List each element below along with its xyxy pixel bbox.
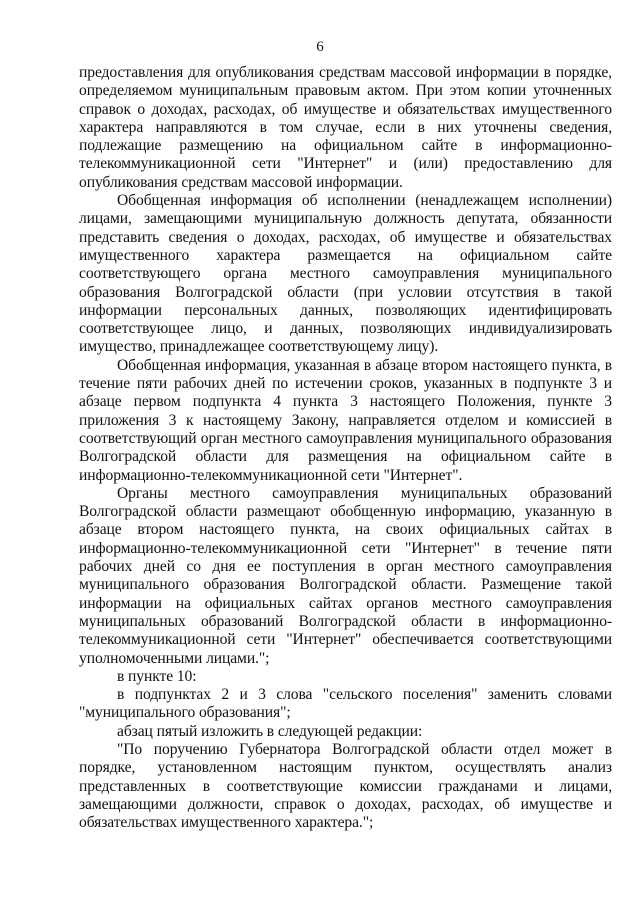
document-body	[79, 64, 612, 832]
page-number: 6	[316, 39, 324, 55]
paragraph-point-10: в пункте 10:	[117, 667, 197, 685]
paragraph-continuation: предоставления для опубликования средствам массовой информации в порядке, определяемом муниципальным правовым актом. При этом копии уточненных справок о доходах, расходах, об имуществе и обязательствах имущественного характера направляются в том случае, если в них уточнены сведения, подлежащие размещению на официальном сайте в информационно-телекоммуникационной сети "Интернет" и (или) предоставлению для опубликования средствам массовой информации.	[79, 64, 612, 191]
paragraph-governor-instruction: "По поручению Губернатора Волгоградской области отдел может в порядке, установленном настоящим пунктом, осуществлять анализ представленных в соответствующие комиссии гражданами и лицами, замещающими должности, справок о доходах, расходах, об имуществе и обязательствах имущественного характера.";	[79, 740, 612, 832]
paragraph-generalized-info-sending: Обобщенная информация, указанная в абзаце втором настоящего пункта, в течение пяти рабочих дней по истечении сроков, указанных в подпункте 3 и абзаце первом подпункта 4 пункта 3 настоящего Положения, пункте 3 приложения 3 к настоящему Закону, направляется отделом и комиссией в соответствующий орган местного самоуправления муниципального образования Волгоградской области для размещения на официальном сайте в информационно-телекоммуникационной сети "Интернет".	[79, 356, 612, 484]
paragraph-local-bodies-publishing: Органы местного самоуправления муниципальных образований Волгоградской области размещают обобщенную информацию, указанную в абзаце втором настоящего пункта, на своих официальных сайтах в информационно-телекоммуникационной сети "Интернет" в течение пяти рабочих дней со дня ее поступления в орган местного самоуправления муниципального образования Волгоградской области. Размещение такой информации на официальных сайтах органов местного самоуправления муниципальных образований Волгоградской области в информационно-телекоммуникационной сети "Интернет" обеспечивается соответствующими уполномоченными лицами.";	[79, 484, 612, 667]
paragraph-generalized-info: Обобщенная информация об исполнении (ненадлежащем исполнении) лицами, замещающими муниципальную должность депутата, обязанности представить сведения о доходах, расходах, об имуществе и обязательствах имущественного характера размещается на официальном сайте соответствующего органа местного самоуправления муниципального образования Волгоградской области (при условии отсутствия в такой информации персональных данных, позволяющих идентифицировать соответствующее лицо, и данных, позволяющих индивидуализировать имущество, принадлежащее соответствующему лицу).	[79, 192, 612, 356]
paragraph-subpoints-2-3: в подпунктах 2 и 3 слова "сельского поселения" заменить словами "муниципального образования";	[79, 686, 612, 722]
paragraph-fifth-abzac: абзац пятый изложить в следующей редакции:	[117, 722, 423, 740]
